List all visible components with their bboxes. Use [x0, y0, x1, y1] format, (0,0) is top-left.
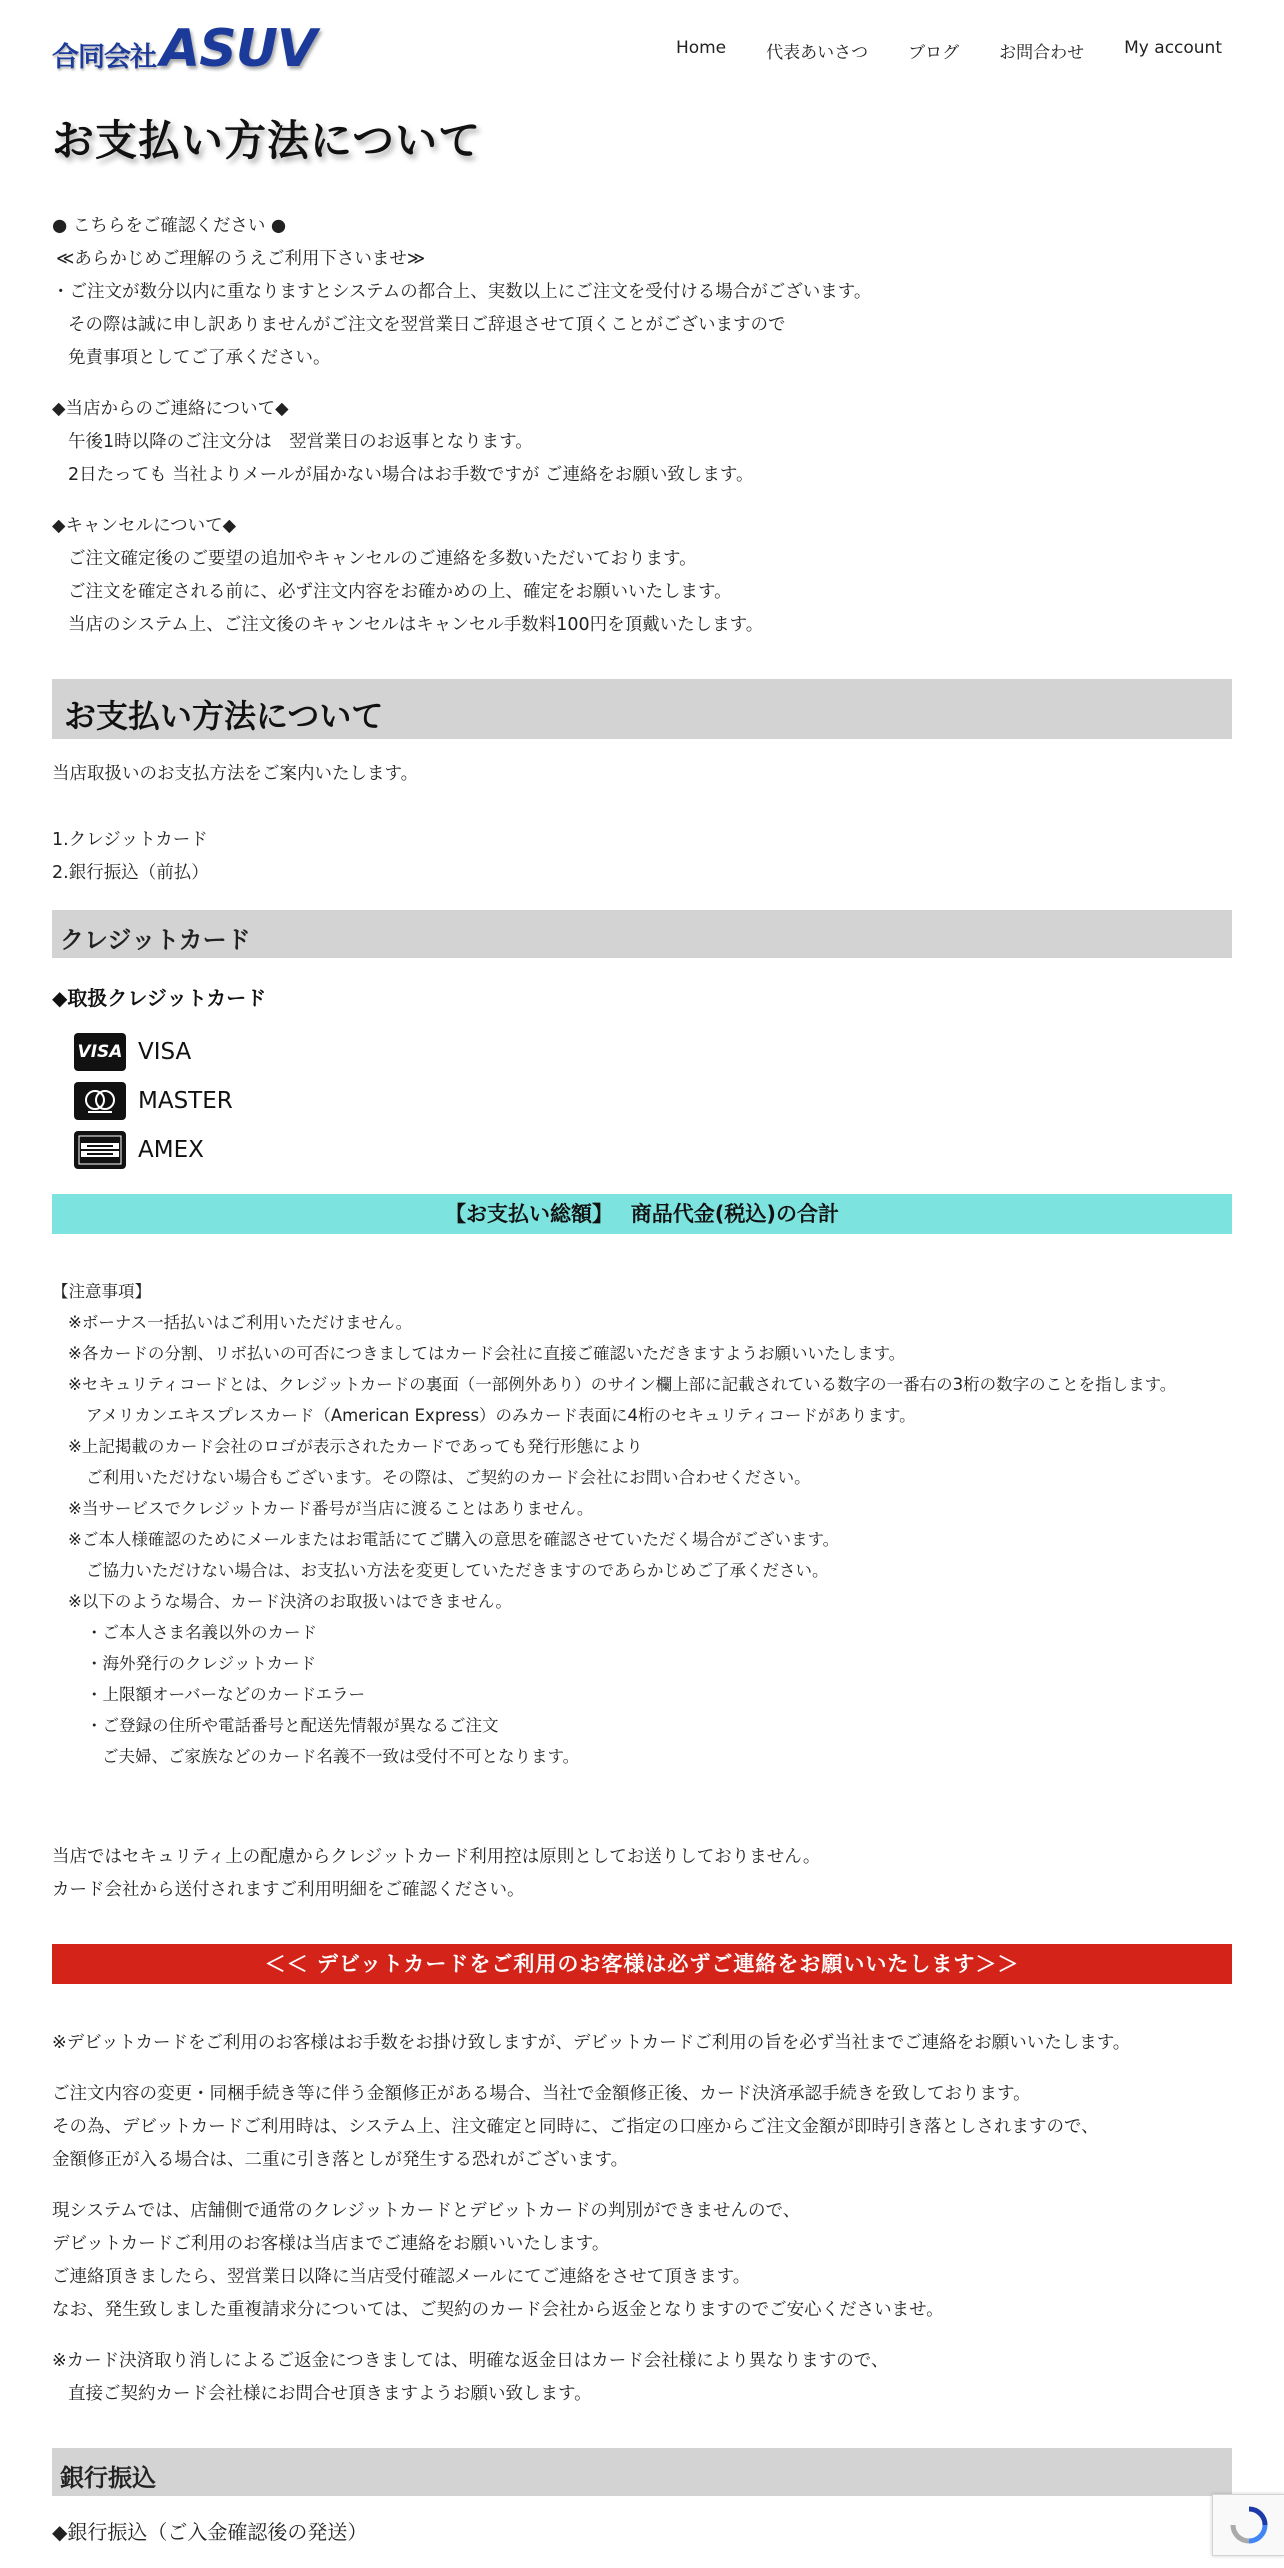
note-item: ※各カードの分割、リボ払いの可否につきましてはカード会社に直接ご確認いただきますようお願いいたします。 [68, 1344, 906, 1363]
recaptcha-icon [1229, 2505, 1269, 2545]
note-item: ※ご本人様確認のためにメールまたはお電話にてご購入の意思を確認させていただく場合がございます。 [68, 1530, 840, 1549]
card-name: VISA [138, 1039, 192, 1065]
site-header [0, 0, 1284, 100]
debit-paragraph: ご連絡頂きましたら、翌営業日以降に当店受付確認メールにてご連絡をさせて頂きます。 [52, 2267, 751, 2287]
note-item: アメリカンエキスプレスカード（American Express）のみカード表面に4桁のセキュリティコードがあります。 [86, 1406, 916, 1425]
card-name: AMEX [138, 1137, 204, 1163]
debit-paragraph: なお、発生致しました重複請求分については、ご契約のカード会社から返金となりますのでご安心くださいませ。 [52, 2300, 944, 2320]
visa-icon: VISA [74, 1033, 126, 1071]
cancel-line: ご注文確定後のご要望の追加やキャンセルのご連絡を多数いただいております。 [68, 549, 697, 569]
debit-paragraph: その為、デビットカードご利用時は、システム上、注文確定と同時に、ご指定の口座からご注文金額が即時引き落としされますので、 [52, 2117, 1099, 2137]
debit-banner [52, 1944, 1232, 1984]
note-item: ご夫婦、ご家族などのカード名義不一致は受付不可となります。 [102, 1747, 580, 1766]
note-item: ※以下のような場合、カード決済のお取扱いはできません。 [68, 1592, 512, 1611]
logo-company-type: 合同会社 [52, 42, 156, 73]
bank-section-heading [52, 2448, 1232, 2496]
debit-paragraph: デビットカードご利用のお客様は当店までご連絡をお願いいたします。 [52, 2234, 610, 2254]
nav-greeting[interactable]: 代表あいさつ [766, 43, 869, 63]
amex-icon [74, 1131, 126, 1169]
debit-banner-text: ＜＜ デビットカードをご利用のお客様は必ずご連絡をお願いいたします＞＞ [264, 1952, 1020, 1976]
recaptcha-badge[interactable] [1212, 2494, 1284, 2556]
notice-line: その際は誠に申し訳ありませんがご注文を翌営業日ご辞退させて頂くことがございますので [68, 315, 786, 335]
security-note: 当店ではセキュリティ上の配慮からクレジットカード利用控は原則としてお送りしておりません。 [52, 1847, 821, 1867]
note-item: ご利用いただけない場合もございます。その際は、ご契約のカード会社にお問い合わせください。 [86, 1468, 811, 1487]
cancel-line: ご注文を確定される前に、必ず注文内容をお確かめの上、確定をお願いいたします。 [68, 582, 732, 602]
mastercard-icon [74, 1082, 126, 1120]
notice-line: ● こちらをご確認ください ● [52, 216, 287, 236]
note-item: ※当サービスでクレジットカード番号が当店に渡ることはありません。 [68, 1499, 594, 1518]
credit-section-heading [52, 910, 1232, 958]
total-banner-text: 【お支払い総額】 商品代金(税込)の合計 [444, 1202, 839, 1226]
card-master [74, 1082, 233, 1120]
bank-heading-text: 銀行振込 [60, 2464, 156, 2492]
security-note: カード会社から送付されますご利用明細をご確認ください。 [52, 1880, 525, 1900]
note-item: ご協力いただけない場合は、お支払い方法を変更していただきますのであらかじめご了承ください。 [86, 1561, 829, 1580]
debit-paragraph: ご注文内容の変更・同梱手続き等に伴う金額修正がある場合、当社で金額修正後、カード決済承認手続きを致しております。 [52, 2084, 1031, 2104]
nav-blog[interactable]: ブログ [908, 43, 960, 63]
nav-my-account[interactable]: My account [1124, 38, 1222, 58]
notice-line: ・ご注文が数分以内に重なりますとシステムの都合上、実数以上にご注文を受付ける場合がございます。 [52, 282, 872, 302]
notice-line: 免責事項としてご了承ください。 [68, 348, 331, 368]
note-item: ・ご登録の住所や電話番号と配送先情報が異なるご注文 [86, 1716, 499, 1735]
card-amex [74, 1131, 204, 1169]
main-nav [636, 38, 1222, 63]
logo-brand-name: ASUV [160, 19, 317, 79]
payment-method-item: 1.クレジットカード [52, 830, 208, 850]
notes-title: 【注意事項】 [52, 1282, 151, 1301]
credit-heading-text: クレジットカード [60, 926, 251, 954]
nav-home[interactable]: Home [675, 38, 727, 58]
note-item: ※上記掲載のカード会社のロゴが表示されたカードであっても発行形態により [68, 1437, 643, 1456]
card-visa [74, 1033, 191, 1071]
bank-subtitle: ◆銀行振込（ご入金確認後の発送） [52, 2520, 368, 2544]
payment-section-heading [52, 679, 1232, 739]
note-item: ・海外発行のクレジットカード [86, 1654, 317, 1673]
card-name: MASTER [138, 1088, 233, 1114]
debit-paragraph: ※デビットカードをご利用のお客様はお手数をお掛け致しますが、デビットカードご利用の旨を必ず当社までご連絡をお願いいたします。 [52, 2033, 1131, 2053]
site-logo[interactable] [52, 19, 317, 79]
note-item: ※セキュリティコードとは、クレジットカードの裏面（一部例外あり）のサイン欄上部に記載されている数字の一番右の3桁の数字のことを指します。 [68, 1375, 1177, 1394]
cancel-line: 当店のシステム上、ご注文後のキャンセルはキャンセル手数料100円を頂戴いたします。 [68, 615, 764, 635]
payment-intro: 当店取扱いのお支払方法をご案内いたします。 [52, 764, 419, 784]
payment-method-item: 2.銀行振込（前払） [52, 863, 209, 883]
payment-heading-text: お支払い方法について [64, 697, 384, 735]
contact-line: 午後1時以降のご注文分は 翌営業日のお返事となります。 [68, 432, 533, 452]
cancel-title: ◆キャンセルについて◆ [52, 516, 237, 536]
note-item: ・ご本人さま名義以外のカード [86, 1623, 317, 1642]
note-item: ・上限額オーバーなどのカードエラー [86, 1685, 366, 1704]
nav-contact[interactable]: お問合わせ [999, 43, 1085, 63]
page-title: お支払い方法について [52, 116, 482, 165]
contact-title: ◆当店からのご連絡について◆ [52, 399, 289, 419]
debit-paragraph: ※カード決済取り消しによるご返金につきましては、明確な返金日はカード会社様により異なりますので、 [52, 2351, 889, 2371]
total-banner [52, 1194, 1232, 1234]
debit-paragraph: 直接ご契約カード会社様にお問合せ頂きますようお願い致します。 [68, 2384, 592, 2404]
debit-paragraph: 現システムでは、店舗側で通常のクレジットカードとデビットカードの判別ができませんので、 [52, 2201, 801, 2221]
debit-paragraph: 金額修正が入る場合は、二重に引き落としが発生する恐れがございます。 [52, 2150, 629, 2170]
notice-line: ≪あらかじめご理解のうえご利用下さいませ≫ [56, 249, 426, 269]
contact-line: 2日たっても 当社よりメールが届かない場合はお手数ですが ご連絡をお願い致します。 [68, 465, 754, 485]
note-item: ※ボーナス一括払いはご利用いただけません。 [68, 1313, 413, 1332]
cards-title: ◆取扱クレジットカード [52, 986, 267, 1010]
